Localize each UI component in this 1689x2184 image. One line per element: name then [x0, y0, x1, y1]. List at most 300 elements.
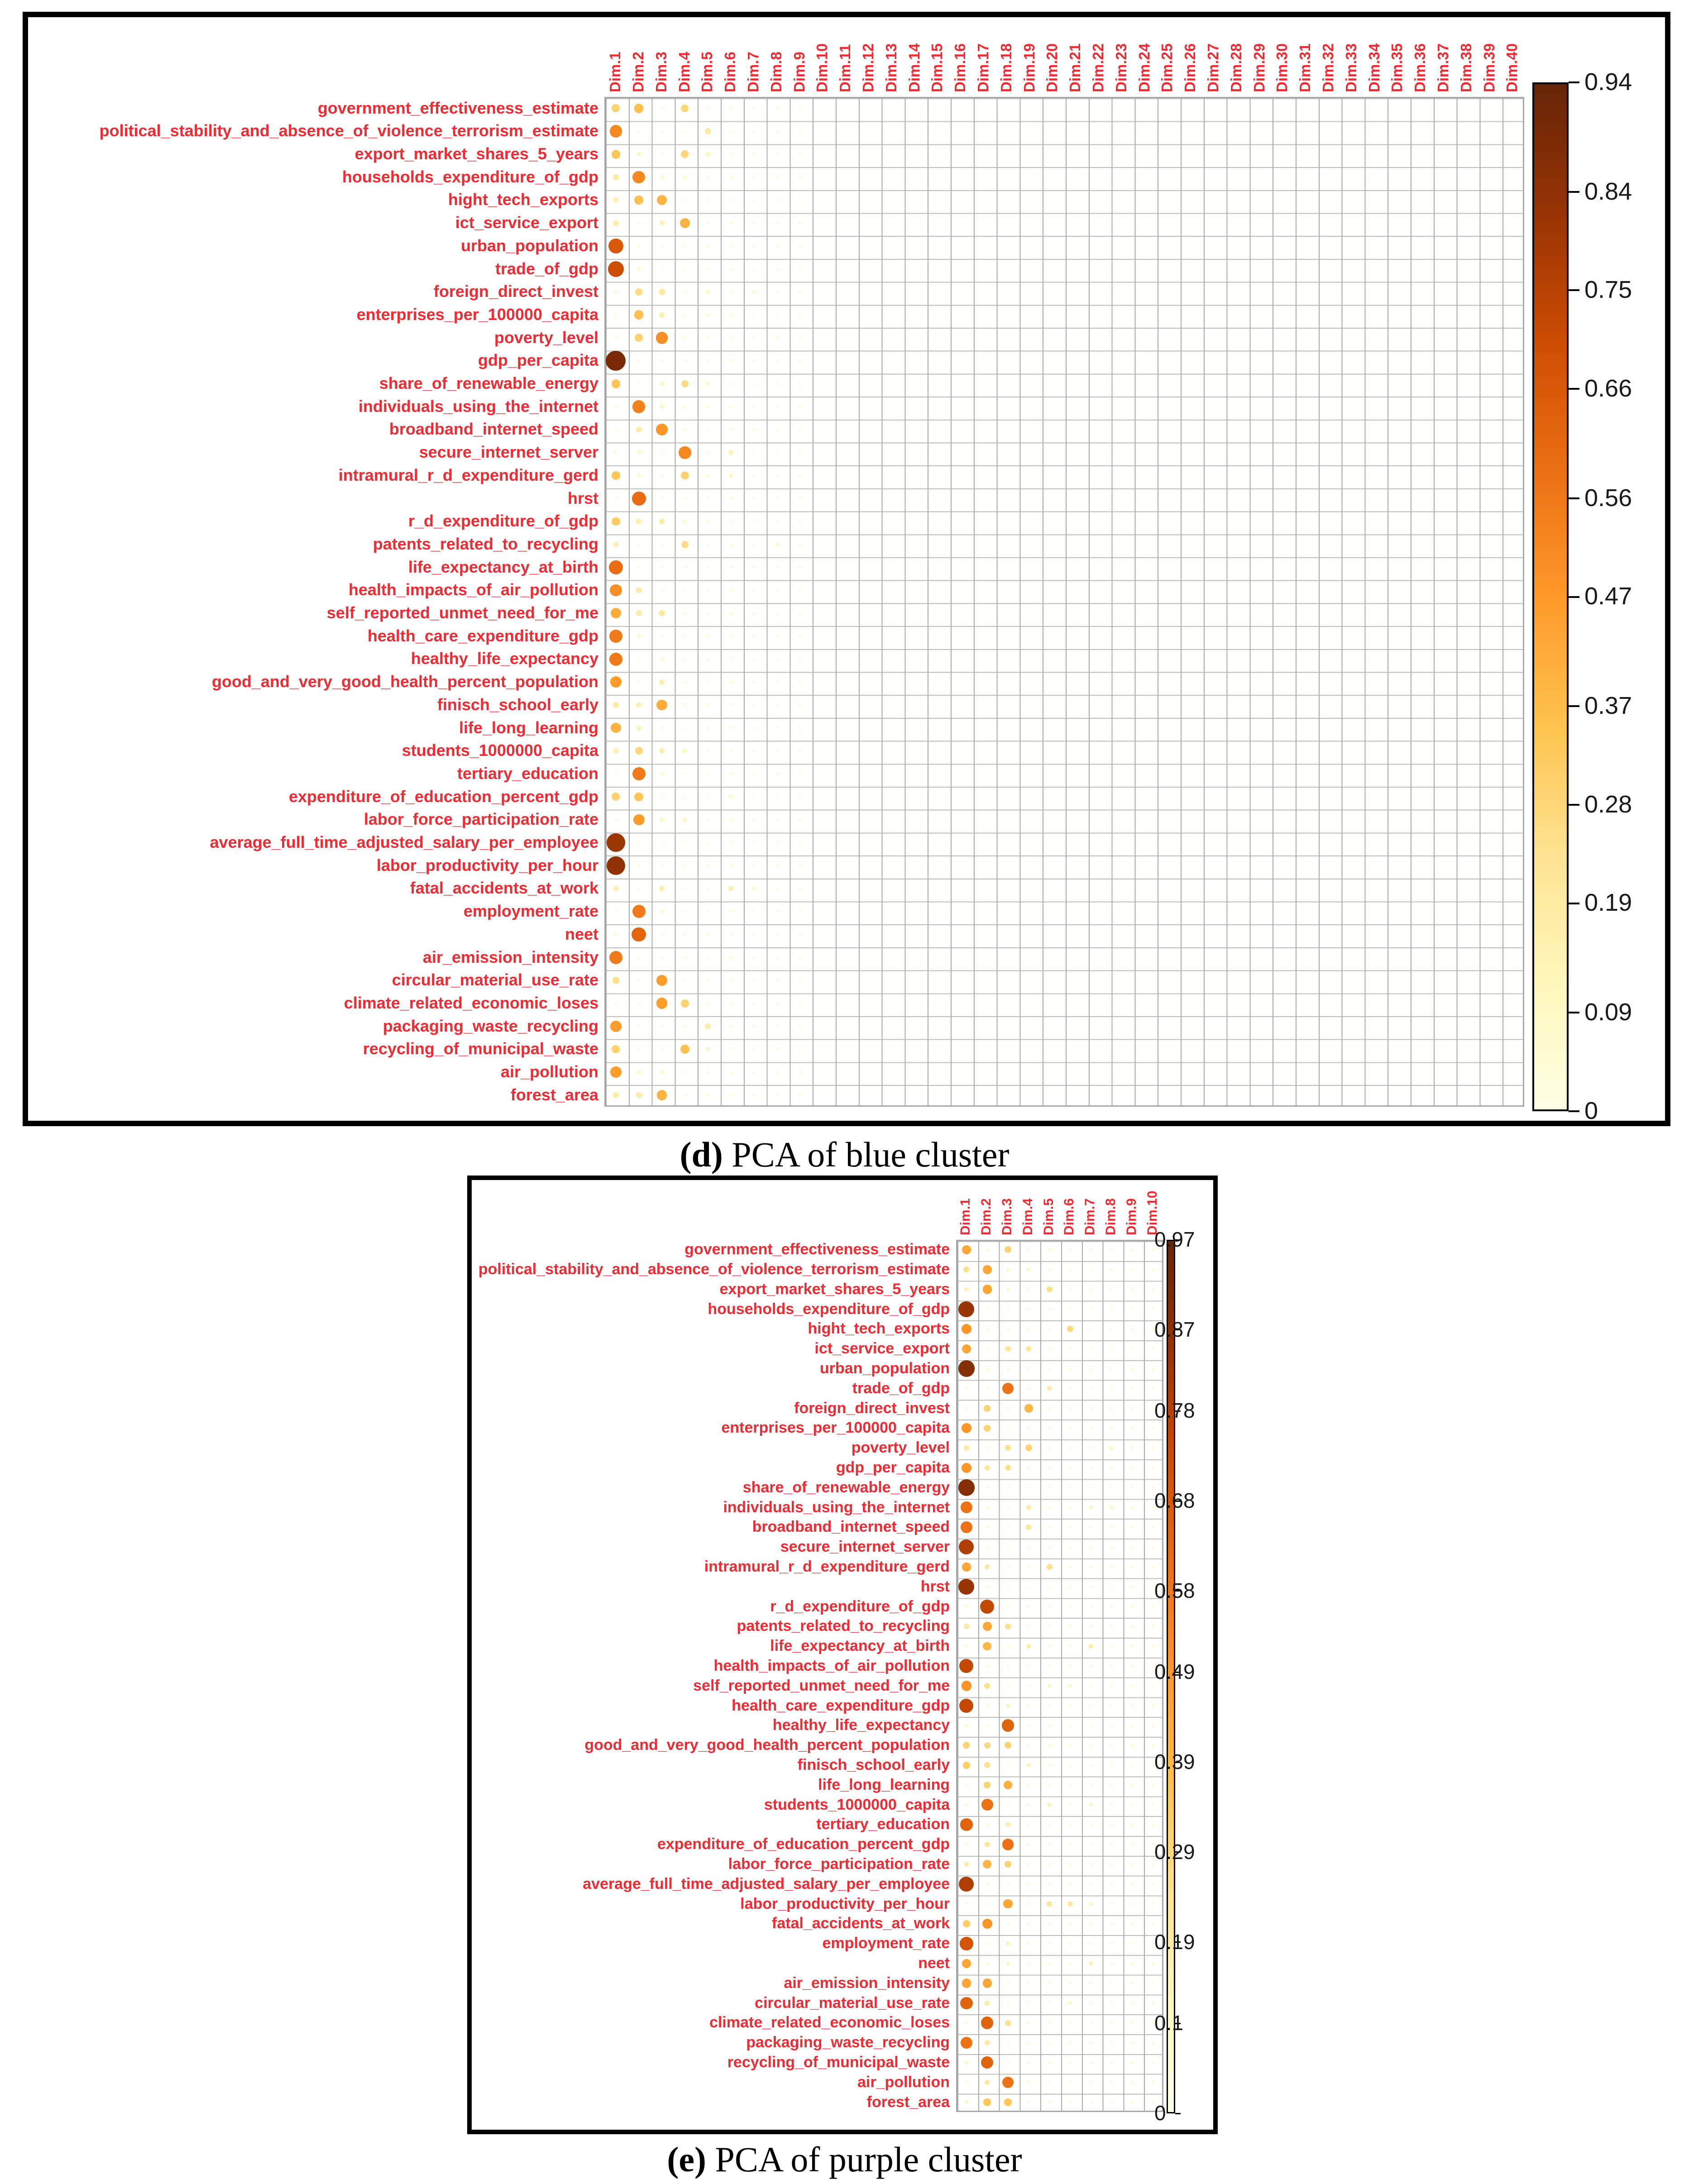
matrix-dot	[1090, 1248, 1092, 1251]
matrix-dot	[799, 176, 801, 178]
matrix-dot	[614, 818, 617, 821]
caption-blue-cluster	[0, 1134, 1689, 1175]
matrix-dot	[799, 933, 801, 936]
row-label-poverty_level: poverty_level	[851, 1439, 950, 1457]
matrix-dot	[775, 382, 778, 385]
matrix-dot	[775, 635, 778, 637]
matrix-dot	[983, 1285, 992, 1294]
row-label-labor_productivity_per_hour: labor_productivity_per_hour	[376, 855, 598, 875]
matrix-dot	[1069, 1268, 1072, 1271]
matrix-dot	[684, 359, 686, 362]
matrix-dot	[965, 2022, 968, 2024]
matrix-dot	[1068, 2001, 1072, 2005]
matrix-dot	[799, 291, 801, 293]
matrix-dot	[706, 864, 709, 867]
row-label-air_emission_intensity: air_emission_intensity	[784, 1974, 950, 1992]
row-label-urban_population: urban_population	[819, 1360, 950, 1377]
matrix-dot	[659, 312, 665, 318]
row-label-health_impacts_of_air_pollution: health_impacts_of_air_pollution	[348, 580, 598, 599]
matrix-dot	[607, 833, 625, 852]
matrix-dot	[706, 290, 710, 294]
matrix-dot	[962, 1324, 971, 1334]
matrix-dot	[1002, 1719, 1014, 1732]
matrix-dot	[962, 1463, 971, 1473]
matrix-dot	[1090, 1704, 1092, 1707]
matrix-dot	[986, 1902, 989, 1905]
matrix-dot	[775, 681, 778, 683]
colorbar-tick-label: 0.49	[1154, 1660, 1195, 1684]
col-label-text: Dim.34	[1365, 43, 1383, 92]
matrix-dot	[799, 773, 801, 775]
row-label-employment_rate: employment_rate	[463, 902, 598, 921]
matrix-dot	[1048, 2061, 1051, 2064]
matrix-dot	[775, 405, 778, 408]
matrix-dot	[729, 1071, 732, 1074]
matrix-dot	[799, 405, 801, 408]
matrix-dot	[1068, 1684, 1072, 1688]
matrix-dot	[632, 400, 645, 413]
matrix-dot	[1110, 1268, 1113, 1271]
matrix-dot	[729, 405, 732, 408]
colorbar-tick	[1569, 903, 1579, 904]
matrix-dot	[1027, 1566, 1030, 1568]
row-label-life_expectancy_at_birth: life_expectancy_at_birth	[770, 1637, 950, 1655]
matrix-dot	[614, 451, 617, 454]
matrix-dot	[660, 405, 664, 409]
colorbar	[1532, 82, 1569, 1111]
matrix-dot	[1007, 1665, 1010, 1668]
matrix-dot	[729, 222, 732, 225]
matrix-dot	[612, 517, 620, 526]
col-label-text: Dim.6	[722, 52, 739, 92]
matrix-dot	[729, 336, 732, 339]
matrix-dot	[961, 1521, 972, 1533]
matrix-dot	[684, 405, 686, 408]
matrix-dot	[684, 291, 686, 293]
matrix-dot	[1152, 1922, 1154, 1925]
matrix-dot	[637, 1070, 641, 1074]
matrix-dot	[1069, 1665, 1072, 1668]
matrix-dot	[684, 635, 686, 637]
matrix-dot	[680, 1045, 689, 1054]
matrix-dot	[1090, 1744, 1092, 1747]
matrix-dot	[684, 979, 686, 982]
matrix-dot	[729, 1025, 732, 1027]
matrix-dot	[637, 634, 641, 638]
row-label-political_stability_and_absence_of_violence_terrorism_estimate: political_stability_and_absence_of_violence_terrorism_estimate	[99, 121, 598, 140]
row-label-gdp_per_capita: gdp_per_capita	[478, 351, 598, 370]
matrix-dot	[986, 1704, 989, 1707]
col-label-text: Dim.14	[905, 43, 923, 92]
matrix-dot	[775, 703, 778, 706]
matrix-dot	[1069, 1546, 1072, 1548]
row-label-circular_material_use_rate: circular_material_use_rate	[392, 970, 598, 989]
colorbar-tick-label: 0.84	[1584, 177, 1632, 205]
matrix-dot	[614, 773, 617, 775]
matrix-dot	[1090, 1526, 1092, 1529]
matrix-dot	[752, 474, 755, 477]
matrix-dot	[1069, 1982, 1072, 1985]
matrix-dot	[706, 933, 709, 936]
matrix-dot	[1088, 1644, 1093, 1649]
matrix-dot	[1110, 1863, 1113, 1866]
col-label-text: Dim.21	[1067, 43, 1084, 92]
matrix-dot	[965, 1724, 968, 1727]
matrix-dot	[1090, 1566, 1092, 1568]
matrix-dot	[729, 520, 732, 523]
matrix-dot	[799, 222, 801, 225]
colorbar-tick-label: 0.75	[1584, 276, 1632, 304]
matrix-dot	[1090, 1982, 1092, 1985]
matrix-dot	[1131, 1268, 1134, 1271]
matrix-dot	[799, 589, 801, 592]
matrix-dot	[799, 681, 801, 683]
row-label-foreign_direct_invest: foreign_direct_invest	[433, 282, 598, 301]
matrix-dot	[963, 1762, 970, 1769]
matrix-dot	[614, 336, 617, 339]
matrix-dot	[729, 956, 732, 959]
matrix-dot	[681, 380, 689, 387]
matrix-dot	[660, 153, 663, 156]
matrix-dot	[634, 793, 643, 802]
matrix-dot	[637, 864, 640, 867]
matrix-dot	[799, 612, 801, 615]
col-label-text: Dim.38	[1457, 43, 1474, 92]
matrix-dot	[965, 1784, 968, 1787]
matrix-dot	[984, 1742, 990, 1749]
matrix-dot	[1027, 1367, 1030, 1370]
matrix-dot	[1069, 1863, 1072, 1866]
matrix-dot	[1131, 1764, 1134, 1767]
matrix-dot	[965, 2061, 968, 2065]
matrix-dot	[1005, 1346, 1010, 1352]
matrix-dot	[1152, 1546, 1154, 1548]
col-label-text: Dim.33	[1342, 43, 1359, 92]
col-label-text: Dim.32	[1320, 43, 1337, 92]
matrix-dot	[1152, 1724, 1154, 1727]
row-label-students_1000000_capita: students_1000000_capita	[764, 1796, 950, 1813]
matrix-dot	[799, 818, 801, 821]
matrix-dot	[660, 864, 663, 867]
row-label-intramural_r_d_expenditure_gerd: intramural_r_d_expenditure_gerd	[338, 465, 598, 484]
matrix-dot	[1002, 1839, 1014, 1850]
matrix-dot	[706, 887, 709, 890]
matrix-dot	[1005, 1861, 1011, 1868]
matrix-dot	[1090, 1427, 1092, 1429]
row-label-healthy_life_expectancy: healthy_life_expectancy	[772, 1716, 950, 1734]
row-label-recycling_of_municipal_waste: recycling_of_municipal_waste	[727, 2054, 950, 2071]
matrix-dot	[684, 681, 686, 683]
matrix-dot	[706, 681, 709, 683]
matrix-dot	[1069, 1486, 1072, 1489]
matrix-dot	[729, 107, 732, 110]
row-label-government_effectiveness_estimate: government_effectiveness_estimate	[684, 1241, 950, 1258]
matrix-dot	[1006, 1961, 1010, 1965]
matrix-dot	[659, 748, 665, 754]
matrix-dot	[1048, 2041, 1051, 2044]
matrix-dot	[729, 933, 732, 936]
matrix-dot	[1110, 1764, 1113, 1767]
row-label-tertiary_education: tertiary_education	[457, 764, 598, 783]
matrix-dot	[1152, 1467, 1154, 1469]
matrix-dot	[1090, 1387, 1092, 1390]
matrix-dot	[684, 130, 686, 133]
matrix-dot	[1026, 1505, 1031, 1510]
matrix-dot	[613, 197, 619, 203]
row-label-self_reported_unmet_need_for_me: self_reported_unmet_need_for_me	[326, 603, 598, 622]
colorbar-tick-label: 0.94	[1584, 68, 1632, 96]
matrix-dot	[1090, 1467, 1092, 1469]
matrix-dot	[609, 560, 623, 574]
matrix-dot	[1152, 1645, 1154, 1648]
matrix-dot	[610, 584, 622, 597]
row-label-expenditure_of_education_percent_gdp: expenditure_of_education_percent_gdp	[657, 1835, 950, 1853]
row-label-fatal_accidents_at_work: fatal_accidents_at_work	[410, 879, 598, 898]
matrix-dot	[958, 1301, 974, 1317]
matrix-dot	[613, 174, 619, 180]
matrix-dot	[1048, 1665, 1051, 1668]
caption-text-e: PCA of purple cluster	[706, 2140, 1022, 2179]
matrix-dot	[1069, 1784, 1072, 1787]
matrix-dot	[1069, 1764, 1072, 1767]
matrix-dot	[1069, 1288, 1072, 1291]
matrix-dot	[1048, 1367, 1051, 1370]
matrix-dot	[660, 635, 663, 637]
row-label-packaging_waste_recycling: packaging_waste_recycling	[383, 1016, 598, 1035]
matrix-dot	[706, 152, 710, 157]
matrix-dot	[632, 905, 646, 918]
matrix-dot	[729, 703, 732, 706]
matrix-dot	[637, 152, 641, 156]
row-label-life_long_learning: life_long_learning	[818, 1776, 950, 1793]
matrix-dot	[799, 841, 801, 844]
matrix-dot	[684, 933, 686, 936]
col-label-text: Dim.39	[1480, 43, 1498, 92]
matrix-dot	[1152, 2041, 1154, 2044]
row-label-individuals_using_the_internet: individuals_using_the_internet	[723, 1498, 950, 1516]
matrix-dot	[660, 543, 663, 546]
matrix-dot	[985, 2001, 990, 2006]
row-label-forest_area: forest_area	[866, 2093, 950, 2111]
matrix-dot	[1090, 1665, 1092, 1668]
matrix-dot	[1007, 2041, 1010, 2044]
matrix-dot	[1152, 1447, 1154, 1449]
row-label-health_impacts_of_air_pollution: health_impacts_of_air_pollution	[713, 1657, 950, 1675]
col-label-text: Dim.5	[1041, 1198, 1056, 1235]
matrix-dot	[1110, 1566, 1113, 1568]
col-label-text: Dim.24	[1135, 43, 1153, 92]
matrix-dot	[1069, 2061, 1072, 2064]
matrix-dot	[656, 424, 668, 435]
matrix-dot	[684, 1071, 686, 1074]
matrix-dot	[965, 1387, 968, 1390]
matrix-dot	[1027, 1863, 1030, 1866]
col-label-text: Dim.1	[958, 1198, 973, 1235]
colorbar-tick-label: 0.39	[1154, 1750, 1195, 1774]
matrix-dot	[1131, 1367, 1134, 1370]
matrix-dot	[729, 910, 732, 913]
matrix-dot	[1110, 1645, 1113, 1648]
col-label-text: Dim.10	[1144, 1190, 1160, 1235]
matrix-dot	[706, 703, 709, 706]
matrix-dot	[986, 1447, 989, 1449]
matrix-dot	[1067, 1326, 1073, 1332]
matrix-dot	[1110, 1467, 1113, 1469]
matrix-dot	[986, 1586, 989, 1588]
row-label-air_pollution: air_pollution	[501, 1062, 598, 1081]
matrix-dot	[706, 589, 709, 592]
row-label-healthy_life_expectancy: healthy_life_expectancy	[411, 649, 598, 668]
matrix-dot	[706, 359, 709, 362]
matrix-dot	[1069, 1586, 1072, 1588]
matrix-dot	[660, 175, 664, 179]
matrix-dot	[1090, 1586, 1092, 1588]
matrix-dot	[706, 1071, 709, 1074]
matrix-dot	[684, 841, 686, 844]
matrix-dot	[775, 474, 778, 477]
matrix-dot	[706, 773, 709, 775]
matrix-dot	[1048, 1447, 1051, 1449]
matrix-dot	[636, 427, 642, 433]
row-label-poverty_level: poverty_level	[494, 328, 598, 347]
matrix-dot	[986, 1387, 989, 1390]
matrix-dot	[1048, 1625, 1051, 1628]
row-label-ict_service_export: ict_service_export	[814, 1340, 950, 1357]
matrix-dot	[632, 767, 646, 780]
matrix-dot	[1025, 1444, 1032, 1451]
matrix-dot	[610, 1021, 622, 1032]
matrix-dot	[775, 153, 778, 156]
colorbar-tick-label: 0.19	[1154, 1930, 1195, 1954]
row-label-forest_area: forest_area	[510, 1085, 598, 1104]
matrix-dot	[799, 1048, 801, 1051]
row-label-health_care_expenditure_gdp: health_care_expenditure_gdp	[732, 1697, 950, 1714]
col-label-text: Dim.16	[952, 43, 969, 92]
matrix-dot	[729, 291, 732, 293]
matrix-dot	[1131, 1863, 1134, 1866]
matrix-dot	[799, 703, 801, 706]
matrix-dot	[607, 856, 625, 875]
matrix-dot	[1152, 2061, 1154, 2064]
row-label-neet: neet	[918, 1955, 950, 1972]
matrix-dot	[729, 359, 732, 362]
colorbar-tick-label: 0.28	[1584, 790, 1632, 818]
matrix-dot	[1007, 1546, 1010, 1548]
matrix-dot	[775, 244, 778, 247]
col-label-text: Dim.8	[1103, 1198, 1118, 1235]
matrix-dot	[1048, 1942, 1051, 1945]
matrix-dot	[635, 747, 643, 755]
matrix-dot	[981, 2017, 994, 2029]
matrix-dot	[962, 1344, 971, 1353]
matrix-dot	[752, 887, 756, 891]
matrix-dot	[986, 1367, 989, 1370]
matrix-dot	[1069, 2022, 1072, 2024]
matrix-dot	[1110, 1348, 1113, 1350]
matrix-dot	[1048, 1724, 1051, 1727]
matrix-dot	[775, 864, 778, 867]
matrix-dot	[729, 1048, 732, 1051]
matrix-dot	[1047, 1386, 1052, 1391]
matrix-dot	[1090, 1328, 1092, 1330]
matrix-dot	[684, 864, 686, 867]
matrix-dot	[1006, 1268, 1010, 1271]
matrix-dot	[965, 2081, 968, 2084]
matrix-dot	[680, 218, 690, 228]
matrix-dot	[1048, 1922, 1051, 1925]
col-label-text: Dim.20	[1043, 43, 1061, 92]
matrix-dot	[729, 681, 732, 683]
col-label-text: Dim.31	[1297, 43, 1314, 92]
matrix-dot	[705, 128, 711, 134]
matrix-dot	[706, 910, 709, 913]
matrix-dot	[964, 1445, 969, 1450]
matrix-dot	[1069, 1348, 1072, 1350]
matrix-dot	[799, 359, 801, 362]
matrix-dot	[984, 1425, 990, 1432]
colorbar-tick	[1569, 1110, 1579, 1112]
matrix-dot	[1048, 1268, 1051, 1271]
matrix-dot	[659, 886, 665, 891]
matrix-dot	[614, 933, 617, 936]
matrix-dot	[706, 658, 709, 660]
matrix-dot	[729, 1002, 732, 1005]
matrix-dot	[684, 612, 686, 615]
matrix-dot	[752, 1094, 755, 1096]
row-label-intramural_r_d_expenditure_gerd: intramural_r_d_expenditure_gerd	[704, 1558, 950, 1576]
matrix-dot	[1090, 1843, 1092, 1846]
colorbar-tick-label: 0.97	[1154, 1228, 1195, 1252]
matrix-dot	[1026, 1644, 1031, 1649]
matrix-dot	[613, 886, 619, 891]
matrix-dot	[729, 773, 732, 775]
matrix-dot	[752, 864, 755, 867]
col-label-text: Dim.19	[1020, 43, 1038, 92]
col-label-text: Dim.2	[979, 1198, 994, 1235]
matrix-dot	[1048, 1863, 1051, 1866]
matrix-dot	[706, 520, 709, 523]
matrix-dot	[1048, 1645, 1051, 1648]
colorbar-tick-label: 0.09	[1584, 999, 1632, 1026]
row-label-employment_rate: employment_rate	[822, 1935, 950, 1952]
matrix-dot	[729, 268, 732, 270]
matrix-dot	[729, 818, 732, 821]
col-label-text: Dim.9	[790, 52, 808, 92]
matrix-dot	[656, 700, 667, 710]
col-label-text: Dim.15	[928, 43, 946, 92]
matrix-dot	[965, 1843, 968, 1846]
matrix-dot	[729, 130, 732, 133]
matrix-dot	[611, 723, 621, 733]
matrix-dot	[659, 289, 665, 295]
col-label-text: Dim.36	[1411, 43, 1429, 92]
matrix-dot	[613, 220, 619, 226]
matrix-dot	[657, 1090, 667, 1100]
matrix-dot	[799, 130, 801, 133]
matrix-dot	[958, 1479, 975, 1496]
col-label-text: Dim.12	[860, 43, 877, 92]
matrix-dot	[799, 864, 801, 867]
matrix-dot	[1048, 1526, 1051, 1529]
matrix-dot	[1090, 1308, 1092, 1310]
matrix-dot	[706, 750, 709, 752]
matrix-dot	[1090, 1784, 1092, 1787]
matrix-dot	[799, 382, 801, 385]
matrix-dot	[1048, 1823, 1051, 1826]
matrix-dot	[986, 1942, 989, 1945]
matrix-dot	[799, 750, 801, 752]
colorbar-tick	[1175, 2113, 1181, 2114]
